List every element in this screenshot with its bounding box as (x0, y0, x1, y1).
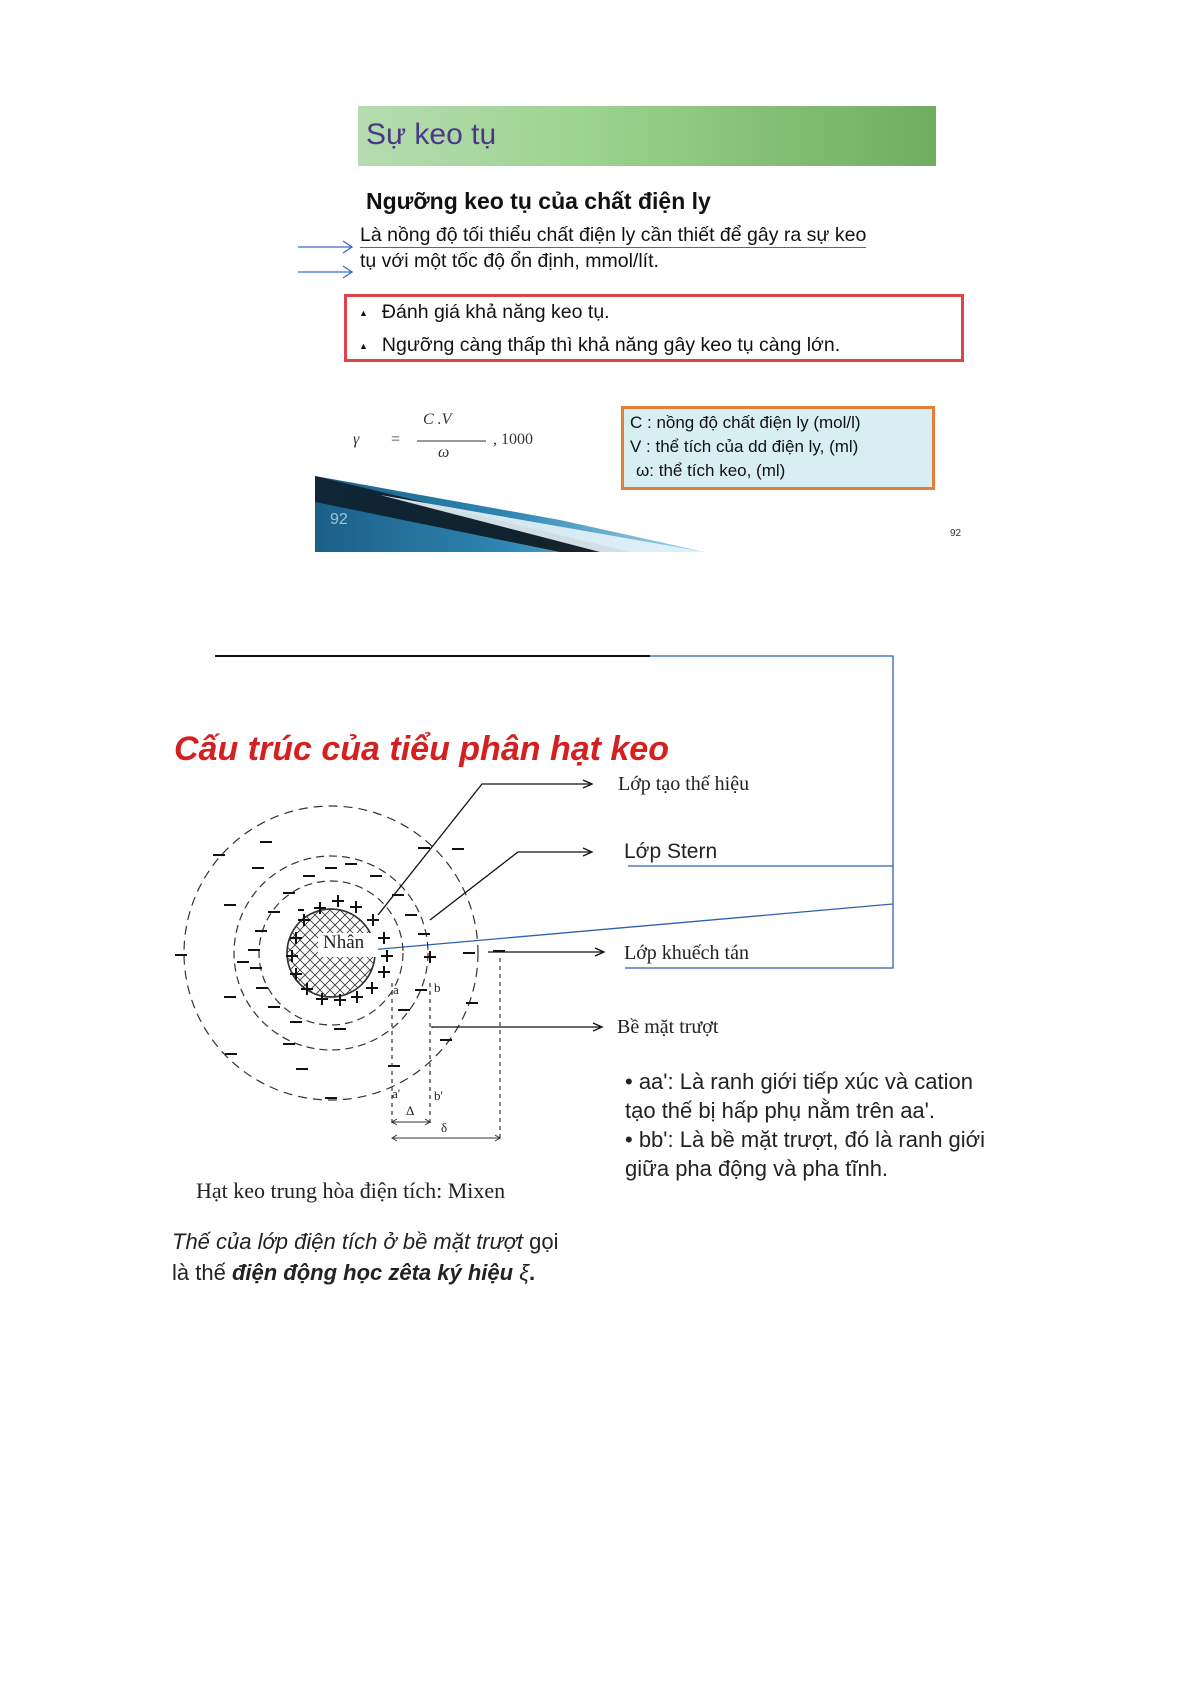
legend-v: V : thể tích của dd điện ly, (ml) (630, 437, 859, 456)
definition-line-1: Là nồng độ tối thiểu chất điện ly cần thiết để gây ra sự keo (360, 224, 867, 246)
definition-line-2: tụ với một tốc độ ổn định, mmol/lít. (360, 250, 659, 272)
note-bb: • bb': Là bề mặt trượt, đó là ranh giới giữa pha động và pha tĩnh. (625, 1127, 985, 1181)
key-point-text: Đánh giá khả năng keo tụ. (381, 301, 610, 323)
zeta-symbol: ξ (519, 1260, 530, 1285)
page-number-small: 92 (950, 528, 962, 539)
label-delta-large: Δ (406, 1103, 415, 1118)
zeta-text-plain: gọi là thế (172, 1229, 559, 1285)
diagram-title: Cấu trúc của tiểu phân hạt keo (174, 730, 669, 768)
boundary-notes (625, 1067, 985, 1183)
zeta-potential-text (172, 1226, 572, 1288)
formula-lhs: γ (353, 431, 360, 448)
bullet-icon: ▲ (359, 340, 368, 351)
zeta-text-italic: Thế của lớp điện tích ở bề mặt trượt (172, 1229, 523, 1254)
diagram-caption: Hạt keo trung hòa điện tích: Mixen (196, 1178, 506, 1203)
label-stern-layer: Lớp Stern (624, 840, 718, 863)
formula-denominator: ω (438, 444, 450, 461)
note-aa: • aa': Là ranh giới tiếp xúc và cation tạo thế bị hấp phụ nằm trên aa'. (625, 1069, 973, 1123)
annotation-bracket (358, 656, 893, 968)
formula-numerator: C .V (423, 411, 452, 428)
label-b: b (434, 980, 441, 995)
label-potential-layer: Lớp tạo thế hiệu (618, 773, 750, 795)
slide-footer-wedge (315, 476, 705, 552)
label-diffuse-layer: Lớp khuếch tán (624, 942, 749, 964)
formula-eq: = (391, 431, 401, 448)
label-arrows (378, 780, 604, 1031)
label-slip-surface: Bề mặt trượt (617, 1016, 719, 1038)
label-core: Nhân (323, 932, 365, 953)
subheading: Ngưỡng keo tụ của chất điện ly (366, 188, 711, 214)
zeta-text-bold: điện động học zêta ký hiệu (231, 1260, 520, 1285)
label-a-prime: a' (392, 1086, 401, 1101)
label-a: a (393, 982, 399, 997)
zeta-text-end: . (529, 1260, 536, 1285)
bullet-icon: ▲ (359, 307, 368, 318)
label-delta-small: δ (441, 1120, 448, 1135)
legend-omega: ω: thể tích keo, (ml) (636, 461, 786, 480)
legend-c: C : nồng độ chất điện ly (mol/l) (630, 413, 861, 432)
slide-page-number: 92 (330, 511, 348, 528)
key-point-text: Ngưỡng càng thấp thì khả năng gây keo tụ càng lớn. (381, 334, 841, 356)
formula-factor: , 1000 (493, 431, 533, 448)
label-b-prime: b' (434, 1088, 443, 1103)
definition-arrows (298, 241, 352, 278)
slide-title: Sự keo tụ (366, 118, 497, 151)
